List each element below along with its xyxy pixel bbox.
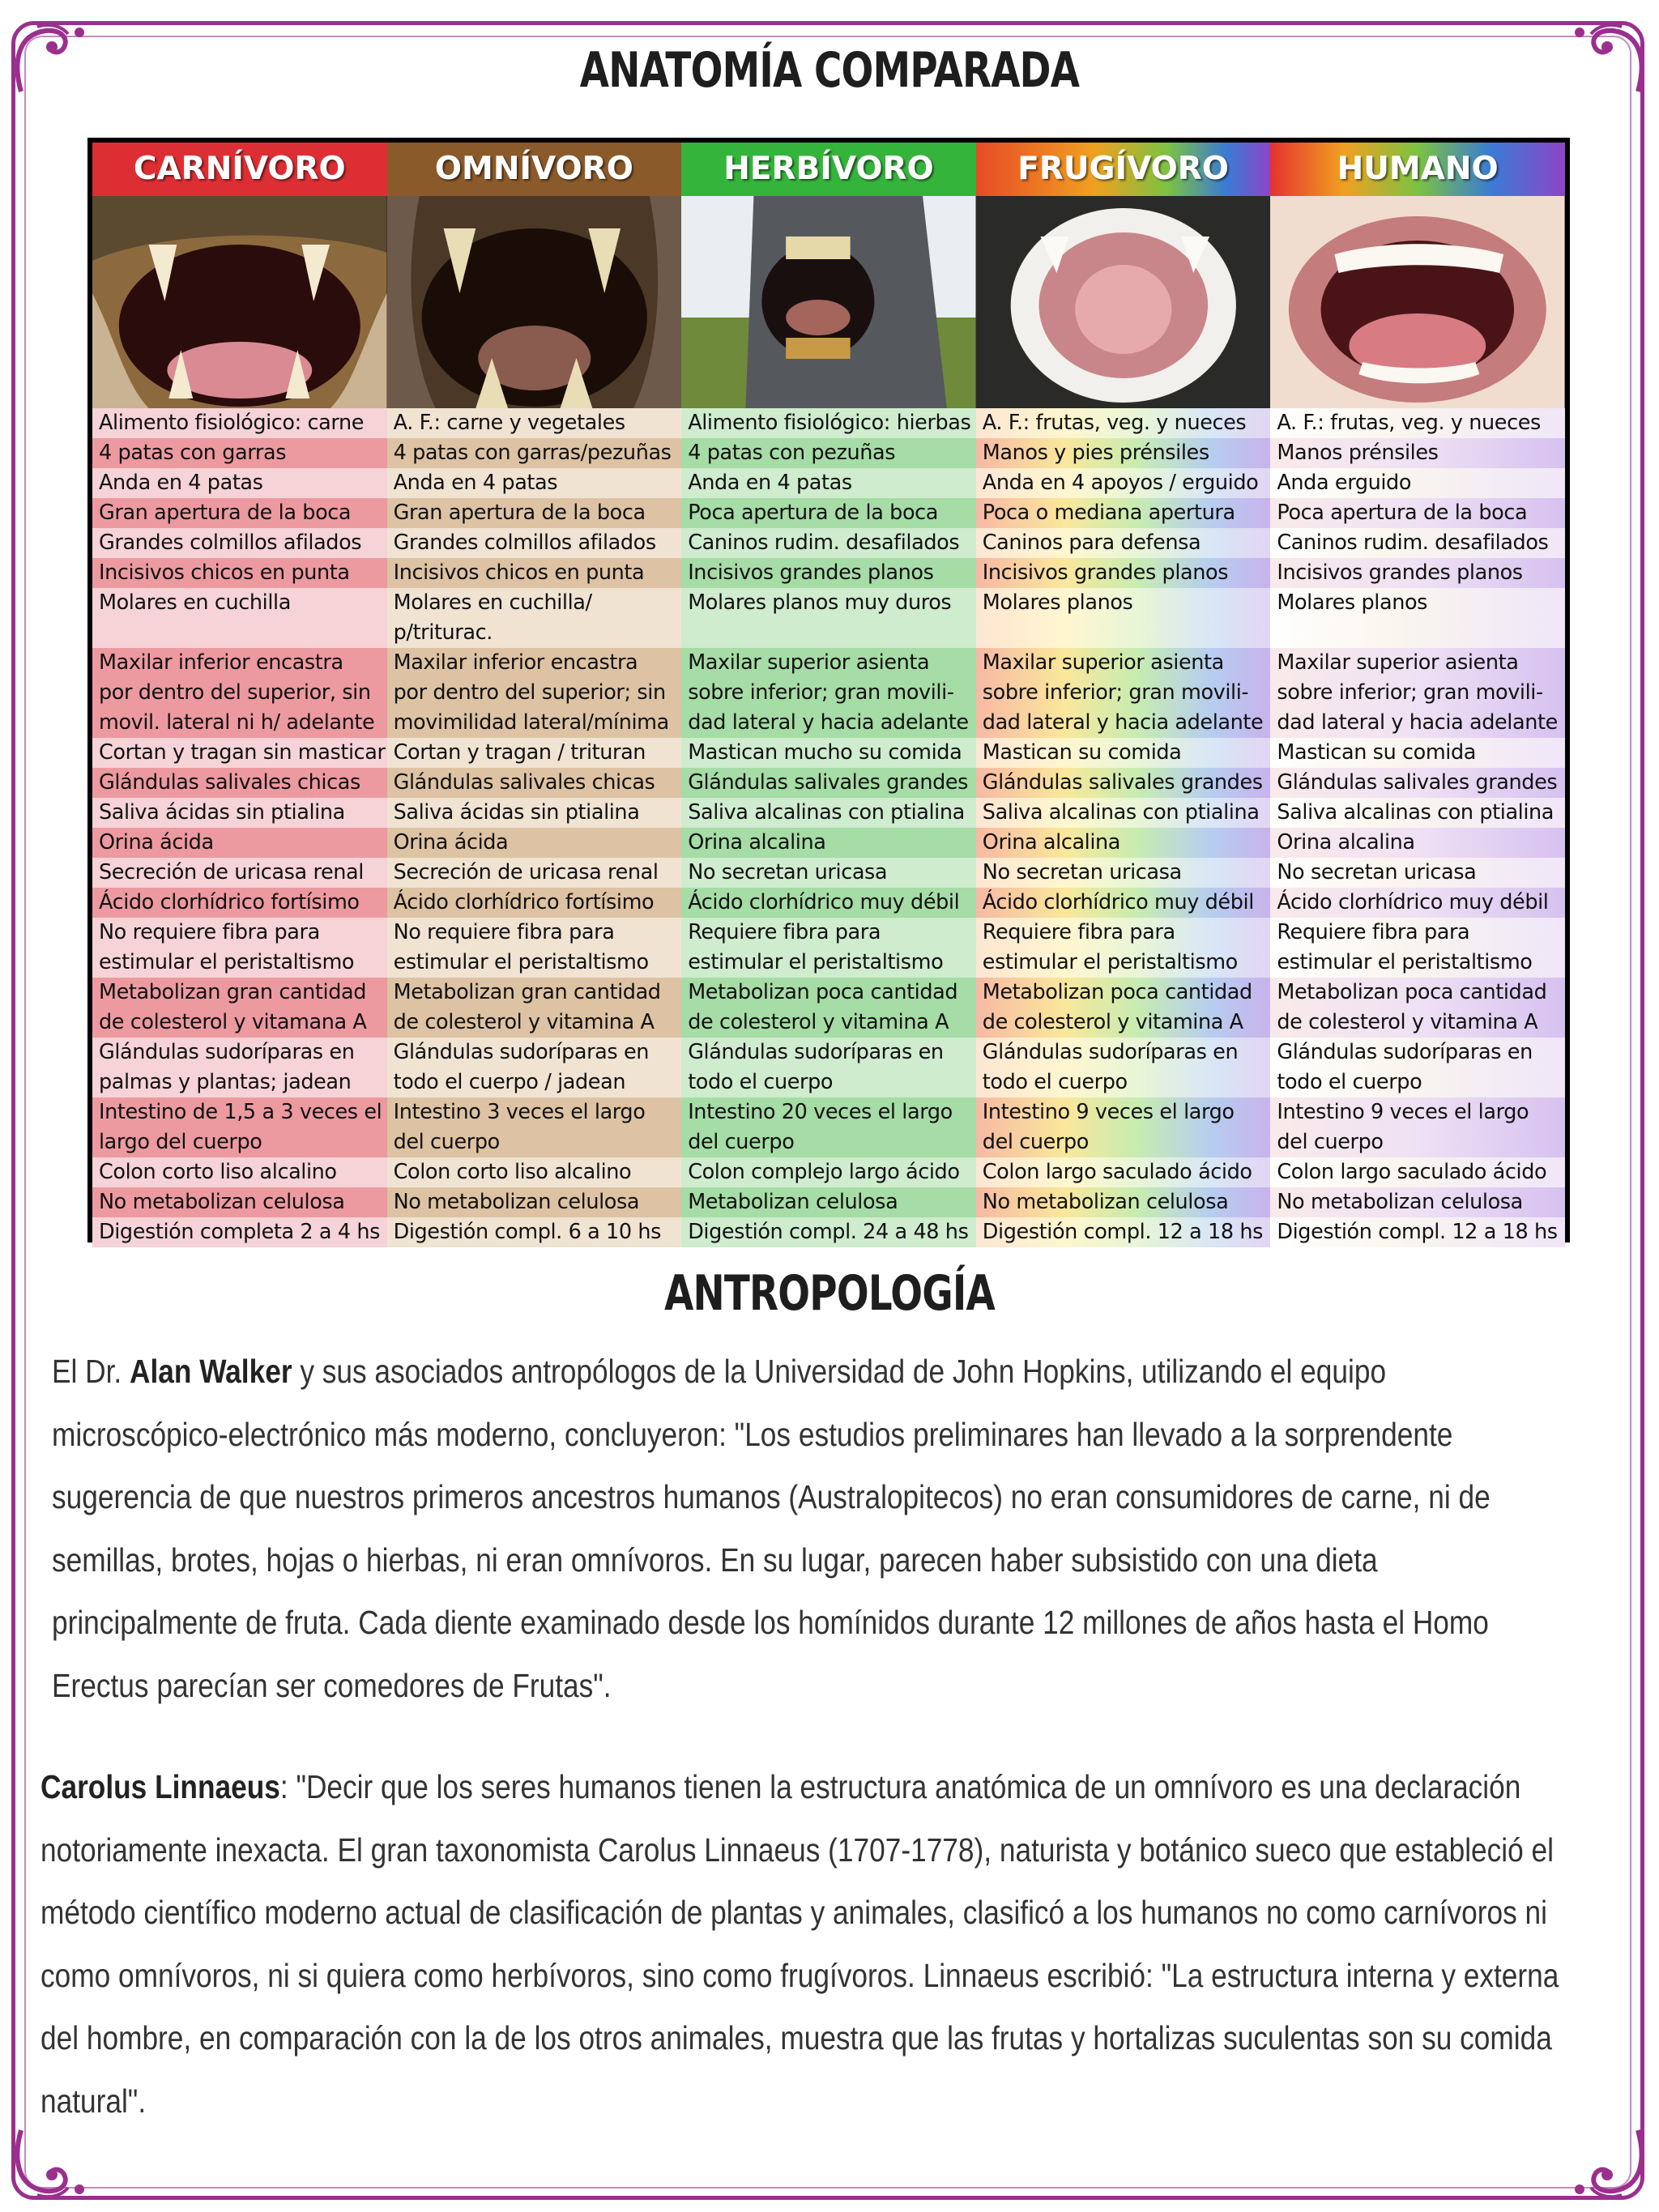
table-cell: Intestino 3 veces el largo del cuerpo — [387, 1097, 682, 1157]
table-cell: Saliva alcalinas con ptialina — [1270, 798, 1565, 828]
table-row — [92, 828, 1565, 858]
table-cell: Glándulas salivales grandes — [1270, 768, 1565, 798]
table-cell: Saliva ácidas sin ptialina — [387, 798, 682, 828]
table-cell: No requiere fibra para estimular el peristaltismo — [92, 918, 387, 978]
table-cell: Grandes colmillos afilados — [92, 528, 387, 558]
table-cell: Colon corto liso alcalino — [387, 1157, 682, 1187]
table-row — [92, 498, 1565, 528]
table-cell: Colon complejo largo ácido — [681, 1157, 976, 1187]
table-cell: A. F.: frutas, veg. y nueces — [1270, 408, 1565, 438]
table-cell: Incisivos chicos en punta — [387, 558, 682, 588]
table-row — [92, 1217, 1565, 1247]
column-header-3: FRUGÍVORO — [976, 143, 1271, 196]
table-cell: Poca apertura de la boca — [681, 498, 976, 528]
table-cell: Saliva ácidas sin ptialina — [92, 798, 387, 828]
table-row — [92, 648, 1565, 738]
table-cell: Glándulas salivales chicas — [387, 768, 682, 798]
table-cell: Secreción de uricasa renal — [92, 858, 387, 888]
table-cell: 4 patas con garras — [92, 438, 387, 468]
table-cell: A. F.: carne y vegetales — [387, 408, 682, 438]
omnivore-mouth-image — [387, 196, 682, 408]
table-cell: Anda en 4 apoyos / erguido — [976, 468, 1271, 498]
table-cell: Digestión compl. 12 a 18 hs — [976, 1217, 1271, 1247]
table-cell: Molares planos — [1270, 588, 1565, 648]
table-cell: Molares planos — [976, 588, 1271, 648]
carnivore-mouth-image — [92, 196, 387, 408]
column-header-0: CARNÍVORO — [92, 143, 387, 196]
table-row — [92, 918, 1565, 978]
table-cell: Glándulas sudoríparas en todo el cuerpo — [976, 1038, 1271, 1097]
table-row — [92, 438, 1565, 468]
table-cell: Anda en 4 patas — [681, 468, 976, 498]
table-cell: Digestión compl. 12 a 18 hs — [1270, 1217, 1565, 1247]
table-cell: Metabolizan poca cantidad de colesterol y vitamina A — [976, 978, 1271, 1038]
table-body — [92, 408, 1565, 1244]
paragraph-body: : "Decir que los seres humanos tienen la estructura anatómica de un omnívoro es una declaración notoriamente inexacta. El gran taxonomista Carolus Linnaeus (1707-1778), naturista y botánico sueco que estableció el método científico moderno actual de clasificación de plantas y animales, clasificó a los humanos no como carnívoros ni como omnívoros, ni si quiera como herbívoros, sino como frugívoros. Linnaeus escribió: "La estructura interna y externa del hombre, en comparación con la de los otros animales, muestra que las frutas y hortalizas suculentas son su comida natural". — [41, 1768, 1559, 2120]
table-cell: Maxilar superior asienta sobre inferior; gran movili- dad lateral y hacia adelante — [1270, 648, 1565, 738]
table-cell: Anda erguido — [1270, 468, 1565, 498]
table-row — [92, 888, 1565, 918]
corner-ornament-icon — [1565, 15, 1654, 104]
table-cell: Secreción de uricasa renal — [387, 858, 682, 888]
table-cell: Caninos para defensa — [976, 528, 1271, 558]
name-alan-walker: Alan Walker — [130, 1353, 292, 1390]
table-cell: Anda en 4 patas — [387, 468, 682, 498]
page-title: ANATOMÍA COMPARADA — [579, 42, 1080, 99]
table-cell: Metabolizan poca cantidad de colesterol y vitamina A — [681, 978, 976, 1038]
table-cell: Mastican su comida — [1270, 738, 1565, 768]
table-cell: Glándulas sudoríparas en todo el cuerpo — [1270, 1038, 1565, 1097]
table-cell: Ácido clorhídrico fortísimo — [387, 888, 682, 918]
table-cell: Ácido clorhídrico fortísimo — [92, 888, 387, 918]
table-cell: Orina alcalina — [681, 828, 976, 858]
table-cell: No requiere fibra para estimular el peristaltismo — [387, 918, 682, 978]
table-cell: Requiere fibra para estimular el peristaltismo — [681, 918, 976, 978]
table-cell: Requiere fibra para estimular el peristaltismo — [1270, 918, 1565, 978]
table-cell: Molares planos muy duros — [681, 588, 976, 648]
table-cell: Intestino de 1,5 a 3 veces el largo del cuerpo — [92, 1097, 387, 1157]
table-cell: Glándulas salivales grandes — [681, 768, 976, 798]
name-carolus-linnaeus: Carolus Linnaeus — [41, 1768, 280, 1805]
table-row — [92, 1157, 1565, 1187]
table-cell: Gran apertura de la boca — [92, 498, 387, 528]
table-cell: No metabolizan celulosa — [387, 1187, 682, 1217]
table-cell: Glándulas sudoríparas en palmas y plantas; jadean — [92, 1038, 387, 1097]
table-cell: Intestino 9 veces el largo del cuerpo — [976, 1097, 1271, 1157]
table-cell: Mastican su comida — [976, 738, 1271, 768]
table-row — [92, 1038, 1565, 1097]
table-cell: Ácido clorhídrico muy débil — [681, 888, 976, 918]
table-cell: 4 patas con garras/pezuñas — [387, 438, 682, 468]
table-cell: Glándulas sudoríparas en todo el cuerpo — [681, 1038, 976, 1097]
table-cell: Metabolizan gran cantidad de colesterol y vitamana A — [92, 978, 387, 1038]
table-cell: Manos y pies prénsiles — [976, 438, 1271, 468]
table-row — [92, 858, 1565, 888]
table-cell: Intestino 9 veces el largo del cuerpo — [1270, 1097, 1565, 1157]
table-row — [92, 768, 1565, 798]
corner-ornament-icon — [1565, 2118, 1654, 2207]
frugivore-mouth-image — [976, 196, 1271, 408]
table-cell: Saliva alcalinas con ptialina — [976, 798, 1271, 828]
comparison-table — [87, 138, 1570, 1242]
table-cell: Maxilar inferior encastra por dentro del superior; sin movimilidad lateral/mínima — [387, 648, 682, 738]
table-cell: Colon largo saculado ácido — [976, 1157, 1271, 1187]
table-row — [92, 468, 1565, 498]
table-row — [92, 558, 1565, 588]
table-cell: Colon largo saculado ácido — [1270, 1157, 1565, 1187]
table-cell: Glándulas sudoríparas en todo el cuerpo / jadean — [387, 1038, 682, 1097]
table-row — [92, 588, 1565, 648]
table-cell: Glándulas salivales chicas — [92, 768, 387, 798]
table-cell: Anda en 4 patas — [92, 468, 387, 498]
table-cell: Cortan y tragan / trituran — [387, 738, 682, 768]
paragraph-carolus-linnaeus — [41, 1756, 1573, 2133]
table-cell: Caninos rudim. desafilados — [681, 528, 976, 558]
table-cell: Orina ácida — [92, 828, 387, 858]
table-cell: Digestión compl. 6 a 10 hs — [387, 1217, 682, 1247]
table-cell: Incisivos grandes planos — [681, 558, 976, 588]
column-header-4: HUMANO — [1270, 143, 1565, 196]
table-row — [92, 1097, 1565, 1157]
paragraph-body: y sus asociados antropólogos de la Universidad de John Hopkins, utilizando el equipo microscópico-electrónico más moderno, concluyeron: "Los estudios preliminares han llevado a la sorprendente sugerencia de que nuestros primeros ancestros humanos (Australopitecos) no eran consumidores de carne, ni de semillas, brotes, hojas o hierbas, ni eran omnívoros. En su lugar, parecen haber subsistido con una dieta principalmente de fruta. Cada diente examinado desde los homínidos durante 12 millones de años hasta el Homo Erectus parecían ser comedores de Frutas". — [52, 1353, 1491, 1704]
table-cell: Colon corto liso alcalino — [92, 1157, 387, 1187]
mouth-photos-row — [92, 196, 1565, 408]
table-cell: No secretan uricasa — [1270, 858, 1565, 888]
table-header-row — [92, 143, 1565, 196]
table-cell: Saliva alcalinas con ptialina — [681, 798, 976, 828]
table-row — [92, 408, 1565, 438]
table-cell: Digestión compl. 24 a 48 hs — [681, 1217, 976, 1247]
table-cell: Mastican mucho su comida — [681, 738, 976, 768]
table-cell: Cortan y tragan sin masticar — [92, 738, 387, 768]
table-row — [92, 738, 1565, 768]
table-cell: Incisivos chicos en punta — [92, 558, 387, 588]
table-cell: Alimento fisiológico: carne — [92, 408, 387, 438]
table-cell: Gran apertura de la boca — [387, 498, 682, 528]
table-cell: Metabolizan gran cantidad de colesterol y vitamina A — [387, 978, 682, 1038]
table-cell: Digestión completa 2 a 4 hs — [92, 1217, 387, 1247]
human-mouth-image — [1270, 196, 1565, 408]
table-cell: No metabolizan celulosa — [1270, 1187, 1565, 1217]
table-cell: Orina alcalina — [976, 828, 1271, 858]
table-cell: Manos prénsiles — [1270, 438, 1565, 468]
table-cell: Incisivos grandes planos — [1270, 558, 1565, 588]
table-cell: Metabolizan poca cantidad de colesterol y vitamina A — [1270, 978, 1565, 1038]
table-cell: Metabolizan celulosa — [681, 1187, 976, 1217]
table-cell: Requiere fibra para estimular el peristaltismo — [976, 918, 1271, 978]
table-cell: Maxilar inferior encastra por dentro del superior, sin movil. lateral ni h/ adelante — [92, 648, 387, 738]
section-title-antropologia: ANTROPOLOGÍA — [664, 1265, 995, 1322]
table-cell: No secretan uricasa — [681, 858, 976, 888]
corner-ornament-icon — [5, 15, 94, 104]
table-row — [92, 798, 1565, 828]
table-cell: Molares en cuchilla — [92, 588, 387, 648]
table-cell: Maxilar superior asienta sobre inferior; gran movili- dad lateral y hacia adelante — [681, 648, 976, 738]
table-cell: Orina alcalina — [1270, 828, 1565, 858]
table-cell: No metabolizan celulosa — [976, 1187, 1271, 1217]
column-header-2: HERBÍVORO — [681, 143, 976, 196]
table-cell: A. F.: frutas, veg. y nueces — [976, 408, 1271, 438]
table-cell: Poca o mediana apertura — [976, 498, 1271, 528]
table-row — [92, 978, 1565, 1038]
table-cell: No metabolizan celulosa — [92, 1187, 387, 1217]
table-cell: Glándulas salivales grandes — [976, 768, 1271, 798]
paragraph-alan-walker — [52, 1340, 1550, 1717]
table-cell: Incisivos grandes planos — [976, 558, 1271, 588]
table-cell: Intestino 20 veces el largo del cuerpo — [681, 1097, 976, 1157]
table-cell: Ácido clorhídrico muy débil — [1270, 888, 1565, 918]
table-cell: Orina ácida — [387, 828, 682, 858]
table-cell: Ácido clorhídrico muy débil — [976, 888, 1271, 918]
table-cell: No secretan uricasa — [976, 858, 1271, 888]
table-row — [92, 1187, 1565, 1217]
table-cell: Molares en cuchilla/ p/triturac. — [387, 588, 682, 648]
table-cell: Caninos rudim. desafilados — [1270, 528, 1565, 558]
table-cell: Alimento fisiológico: hierbas — [681, 408, 976, 438]
table-cell: Grandes colmillos afilados — [387, 528, 682, 558]
column-header-1: OMNÍVORO — [387, 143, 682, 196]
paragraph-prefix: El Dr. — [52, 1353, 130, 1390]
herbivore-mouth-image — [681, 196, 976, 408]
table-row — [92, 528, 1565, 558]
table-cell: Maxilar superior asienta sobre inferior; gran movili- dad lateral y hacia adelante — [976, 648, 1271, 738]
table-cell: 4 patas con pezuñas — [681, 438, 976, 468]
table-cell: Poca apertura de la boca — [1270, 498, 1565, 528]
